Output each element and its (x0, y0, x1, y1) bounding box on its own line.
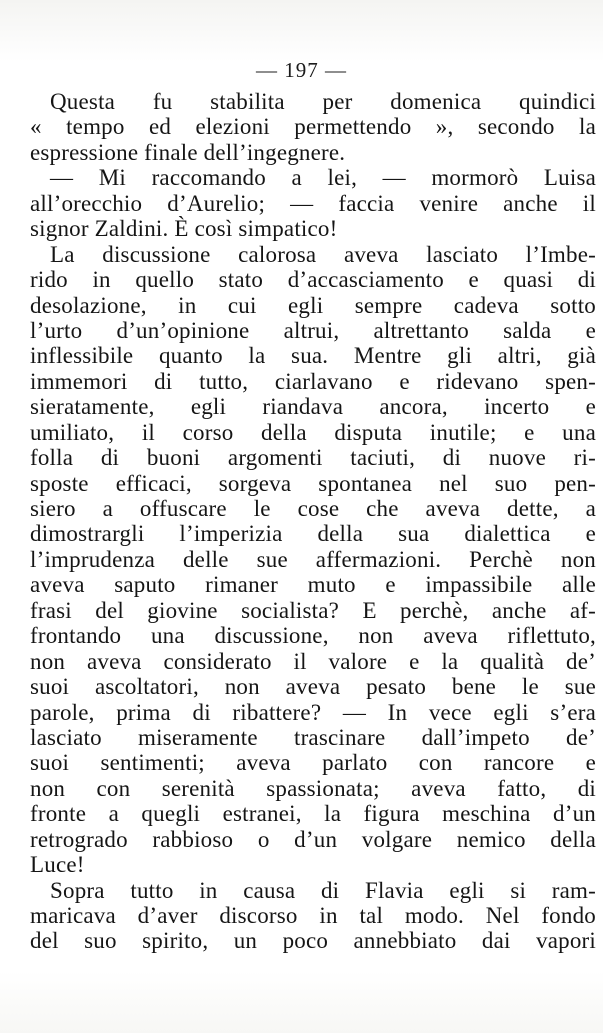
body-text (30, 89, 596, 954)
text-line: folla di buoni argomenti taciuti, di nuove ri- (30, 445, 596, 471)
text-line: lasciato miseramente trascinare dall’impeto de’ (30, 724, 596, 750)
text-line: sieratamente, egli riandava ancora, incerto e (30, 394, 596, 420)
text-line: maricava d’aver discorso in tal modo. Nel fondo (30, 903, 596, 928)
text-line: non aveva considerato il valore e la qualità de’ (30, 648, 596, 674)
text-line: non con serenità spassionata; aveva fatto, di (30, 775, 596, 801)
text-line: inflessibile quanto la sua. Mentre gli altri, già (30, 343, 596, 369)
text-line: La discussione calorosa aveva lasciato l’Imbe- (50, 241, 596, 267)
text-line: Luce! (30, 852, 85, 878)
text-line: all’orecchio d’Aurelio; — faccia venire anche il (30, 190, 596, 216)
text-line: l’imprudenza delle sue affermazioni. Perchè non (30, 546, 596, 572)
text-line: retrogrado rabbioso o d’un volgare nemico della (30, 826, 596, 852)
text-line: frasi del giovine socialista? E perchè, anche af- (30, 597, 596, 623)
text-line: suoi sentimenti; aveva parlato con rancore e (30, 750, 596, 776)
text-line: umiliato, il corso della disputa inutile; e una (30, 419, 596, 445)
text-line: del suo spirito, un poco annebbiato dai vapori (30, 928, 596, 954)
text-line: l’urto d’un’opinione altrui, altrettanto salda e (30, 317, 596, 343)
text-line: fronte a quegli estranei, la figura meschina d’un (30, 801, 596, 827)
page-number: — 197 — (256, 58, 347, 82)
text-line: sposte efficaci, sorgeva spontanea nel suo pen- (30, 470, 596, 496)
text-line: espressione finale dell’ingegnere. (30, 139, 346, 165)
text-line: Questa fu stabilita per domenica quindici (50, 89, 596, 114)
text-line: suoi ascoltatori, non aveva pesato bene le sue (30, 674, 596, 700)
text-line: Sopra tutto in causa di Flavia egli si ram- (50, 877, 596, 903)
text-line: aveva saputo rimaner muto e impassibile alle (30, 572, 596, 598)
text-line: parole, prima di ribattere? — In vece egli s’era (30, 699, 596, 725)
text-line: desolazione, in cui egli sempre cadeva sotto (30, 292, 596, 318)
text-line: frontando una discussione, non aveva riflettuto, (30, 623, 596, 649)
text-line: « tempo ed elezioni permettendo », secondo la (30, 114, 596, 140)
text-line: rido in quello stato d’accasciamento e quasi di (30, 267, 596, 293)
text-line: siero a offuscare le cose che aveva dette, a (30, 496, 596, 521)
text-line: dimostrargli l’imperizia della sua dialettica e (30, 521, 596, 547)
text-line: signor Zaldini. È così simpatico! (30, 216, 338, 242)
text-line: — Mi raccomando a lei, — mormorò Luisa (50, 165, 596, 191)
text-line: immemori di tutto, ciarlavano e ridevano spen- (30, 368, 596, 394)
